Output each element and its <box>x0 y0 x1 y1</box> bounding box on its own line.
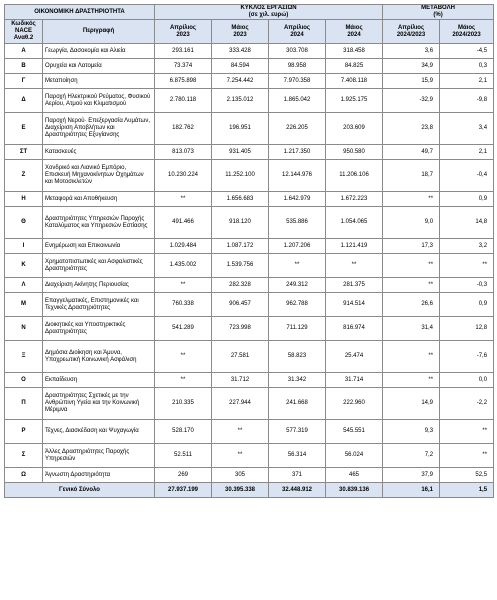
turnover-cell: 31.712 <box>212 373 269 388</box>
turnover-cell: 528.170 <box>155 420 212 444</box>
turnover-cell: 371 <box>269 468 326 483</box>
change-years: 2024/2023 <box>452 31 481 38</box>
turnover-cell: 541.289 <box>155 317 212 341</box>
period-label: Μάιος <box>345 24 363 31</box>
turnover-cell: 11.206.106 <box>326 160 383 192</box>
nace-code-cell: Α <box>5 44 43 59</box>
turnover-cell: 962.788 <box>269 293 326 317</box>
turnover-cell: 227.944 <box>212 388 269 420</box>
total-change-cell: 16,1 <box>383 483 440 498</box>
header-period-apr-2023 <box>155 20 212 44</box>
table-row <box>5 160 494 192</box>
header-period-may-2024 <box>326 20 383 44</box>
period-label: Απρίλιος <box>169 24 197 31</box>
change-cell: -2,2 <box>440 388 494 420</box>
nace-code-cell: Ε <box>5 113 43 145</box>
description-cell: Χρηματοπιστωτικές και Ασφαλιστικές Δραστηριότητες <box>43 254 155 278</box>
total-turnover-cell: 30.395.338 <box>212 483 269 498</box>
turnover-cell: 1.672.223 <box>326 192 383 207</box>
table-row <box>5 239 494 254</box>
turnover-cell: 27.581 <box>212 341 269 373</box>
change-label: Απρίλιος <box>397 24 425 31</box>
turnover-cell: 31.714 <box>326 373 383 388</box>
nace-code-cell: Ν <box>5 317 43 341</box>
turnover-cell: 914.514 <box>326 293 383 317</box>
description-cell: Δραστηριότητες Υπηρεσιών Παροχής Καταλύματος και Υπηρεσιών Εστίασης <box>43 207 155 239</box>
header-change <box>383 5 494 20</box>
turnover-cell: ** <box>212 444 269 468</box>
total-row <box>5 483 494 498</box>
turnover-cell: 25.474 <box>326 341 383 373</box>
change-years: 2024/2023 <box>396 31 426 38</box>
change-cell: 0,0 <box>440 373 494 388</box>
total-change-cell: 1,5 <box>440 483 494 498</box>
nace-code-cell: ΣΤ <box>5 145 43 160</box>
nace-code-cell: Β <box>5 59 43 74</box>
header-code-line2: NACE <box>14 28 32 34</box>
turnover-cell: ** <box>155 341 212 373</box>
nace-code-cell: Θ <box>5 207 43 239</box>
change-cell: 31,4 <box>383 317 440 341</box>
turnover-cell: 2.135.012 <box>212 89 269 113</box>
turnover-cell: ** <box>326 254 383 278</box>
change-cell: 23,8 <box>383 113 440 145</box>
change-cell: ** <box>383 341 440 373</box>
turnover-cell: 1.539.756 <box>212 254 269 278</box>
change-cell: ** <box>440 420 494 444</box>
turnover-cell: 10.230.224 <box>155 160 212 192</box>
turnover-cell: 1.642.979 <box>269 192 326 207</box>
header-turnover-title: ΚΥΚΛΟΣ ΕΡΓΑΣΙΩΝ <box>240 5 297 11</box>
change-cell: -9,8 <box>440 89 494 113</box>
turnover-cell: 950.580 <box>326 145 383 160</box>
change-cell: -0,3 <box>440 278 494 293</box>
change-cell: 49,7 <box>383 145 440 160</box>
turnover-cell: 318.458 <box>326 44 383 59</box>
turnover-cell: 1.925.175 <box>326 89 383 113</box>
turnover-cell: 535.886 <box>269 207 326 239</box>
table-row <box>5 44 494 59</box>
change-cell: 3,4 <box>440 113 494 145</box>
turnover-cell: 931.405 <box>212 145 269 160</box>
header-row-1 <box>5 5 494 20</box>
description-cell: Διοικητικές και Υποστηρικτικές Δραστηριότητες <box>43 317 155 341</box>
header-change-may <box>440 20 494 44</box>
header-code-line1: Κωδικός <box>11 21 36 27</box>
table-row <box>5 113 494 145</box>
turnover-cell: 1.087.172 <box>212 239 269 254</box>
change-cell: ** <box>383 278 440 293</box>
nace-code-cell: Ζ <box>5 160 43 192</box>
description-cell: Παροχή Ηλεκτρικού Ρεύματος, Φυσικού Αερίου, Ατμού και Κλιματισμού <box>43 89 155 113</box>
turnover-cell: 73.374 <box>155 59 212 74</box>
description-cell: Άλλες Δραστηριότητες Παροχής Υπηρεσιών <box>43 444 155 468</box>
change-cell: ** <box>440 254 494 278</box>
turnover-cell: 1.207.206 <box>269 239 326 254</box>
change-cell: 2,1 <box>440 74 494 89</box>
change-cell: 3,2 <box>440 239 494 254</box>
change-cell: ** <box>440 444 494 468</box>
description-cell: Ορυχεία και Λατομεία <box>43 59 155 74</box>
change-cell: 34,9 <box>383 59 440 74</box>
description-cell: Χονδρικό και Λιανικό Εμπόριο, Επισκευή Μηχανοκίνητων Οχημάτων και Μοτοσικλετών <box>43 160 155 192</box>
change-cell: 52,5 <box>440 468 494 483</box>
turnover-cell: 84.825 <box>326 59 383 74</box>
table-row <box>5 468 494 483</box>
turnover-cell: 545.551 <box>326 420 383 444</box>
table-row <box>5 192 494 207</box>
turnover-cell: 1.656.683 <box>212 192 269 207</box>
change-cell: ** <box>383 192 440 207</box>
turnover-cell: 269 <box>155 468 212 483</box>
change-cell: 15,9 <box>383 74 440 89</box>
turnover-cell: 711.129 <box>269 317 326 341</box>
turnover-cell: 222.960 <box>326 388 383 420</box>
header-change-title: ΜΕΤΑΒΟΛΗ <box>421 5 455 11</box>
turnover-cell: 281.375 <box>326 278 383 293</box>
turnover-cell: 31.342 <box>269 373 326 388</box>
change-cell: 0,9 <box>440 192 494 207</box>
period-year: 2023 <box>176 31 190 38</box>
nace-code-cell: Δ <box>5 89 43 113</box>
description-cell: Άγνωστη Δραστηριότητα <box>43 468 155 483</box>
turnover-cell: 52.511 <box>155 444 212 468</box>
nace-code-cell: Γ <box>5 74 43 89</box>
description-cell: Μεταποίηση <box>43 74 155 89</box>
nace-code-cell: Μ <box>5 293 43 317</box>
nace-code-cell: Ρ <box>5 420 43 444</box>
turnover-table-container <box>4 4 493 498</box>
header-description: Περιγραφή <box>43 20 155 44</box>
turnover-cell: 210.335 <box>155 388 212 420</box>
turnover-cell: 2.780.118 <box>155 89 212 113</box>
turnover-cell: 816.974 <box>326 317 383 341</box>
turnover-cell: 56.314 <box>269 444 326 468</box>
turnover-cell: 11.252.100 <box>212 160 269 192</box>
turnover-cell: ** <box>269 254 326 278</box>
description-cell: Κατασκευές <box>43 145 155 160</box>
period-label: Απρίλιος <box>283 24 311 31</box>
table-row <box>5 207 494 239</box>
change-cell: 7,2 <box>383 444 440 468</box>
nace-code-cell: Ο <box>5 373 43 388</box>
turnover-cell: 465 <box>326 468 383 483</box>
turnover-cell: 1.121.419 <box>326 239 383 254</box>
table-row <box>5 373 494 388</box>
turnover-cell: 1.217.350 <box>269 145 326 160</box>
turnover-cell: 12.144.976 <box>269 160 326 192</box>
period-year: 2024 <box>347 31 361 38</box>
change-label: Μάιος <box>457 24 476 31</box>
turnover-cell: 813.073 <box>155 145 212 160</box>
description-cell: Παροχή Νερού· Επεξεργασία Λυμάτων, Διαχείριση Αποβλήτων και Δραστηριότητες Εξυγίανσης <box>43 113 155 145</box>
turnover-cell: 1.029.484 <box>155 239 212 254</box>
header-turnover <box>155 5 383 20</box>
turnover-cell: 1.435.002 <box>155 254 212 278</box>
turnover-cell: 226.205 <box>269 113 326 145</box>
nace-code-cell: Κ <box>5 254 43 278</box>
turnover-cell: 723.998 <box>212 317 269 341</box>
header-turnover-unit: (σε χιλ. ευρώ) <box>248 12 289 18</box>
change-cell: -0,4 <box>440 160 494 192</box>
change-cell: 3,6 <box>383 44 440 59</box>
table-row <box>5 254 494 278</box>
change-cell: 12,8 <box>440 317 494 341</box>
change-cell: 9,0 <box>383 207 440 239</box>
turnover-table <box>4 4 494 498</box>
header-code-line3: Αναθ.2 <box>13 35 34 41</box>
header-change-apr <box>383 20 440 44</box>
turnover-cell: 760.338 <box>155 293 212 317</box>
turnover-cell: 577.319 <box>269 420 326 444</box>
table-row <box>5 59 494 74</box>
turnover-cell: 906.457 <box>212 293 269 317</box>
turnover-cell: ** <box>155 278 212 293</box>
change-cell: 17,3 <box>383 239 440 254</box>
change-cell: -32,9 <box>383 89 440 113</box>
table-row <box>5 388 494 420</box>
turnover-cell: 305 <box>212 468 269 483</box>
change-cell: 18,7 <box>383 160 440 192</box>
table-row <box>5 420 494 444</box>
total-turnover-cell: 30.839.136 <box>326 483 383 498</box>
total-label: Γενικό Σύνολο <box>5 483 155 498</box>
description-cell: Δραστηριότητες Σχετικές με την Ανθρώπινη Υγεία και την Κοινωνική Μέριμνα <box>43 388 155 420</box>
change-cell: 9,3 <box>383 420 440 444</box>
change-cell: 37,9 <box>383 468 440 483</box>
turnover-cell: 918.120 <box>212 207 269 239</box>
turnover-cell: 7.408.118 <box>326 74 383 89</box>
table-row <box>5 89 494 113</box>
header-period-may-2023 <box>212 20 269 44</box>
change-cell: ** <box>383 254 440 278</box>
table-row <box>5 145 494 160</box>
description-cell: Τέχνες, Διασκέδαση και Ψυχαγωγία <box>43 420 155 444</box>
turnover-cell: ** <box>155 192 212 207</box>
change-cell: 14,8 <box>440 207 494 239</box>
header-activity: ΟΙΚΟΝΟΜΙΚΗ ΔΡΑΣΤΗΡΙΟΤΗΤΑ <box>5 5 155 20</box>
turnover-cell: 333.428 <box>212 44 269 59</box>
table-row <box>5 444 494 468</box>
turnover-cell: 182.762 <box>155 113 212 145</box>
description-cell: Διαχείριση Ακίνητης Περιουσίας <box>43 278 155 293</box>
turnover-cell: 7.970.358 <box>269 74 326 89</box>
turnover-cell: 1.865.042 <box>269 89 326 113</box>
description-cell: Ενημέρωση και Επικοινωνία <box>43 239 155 254</box>
description-cell: Γεωργία, Δασοκομία και Αλιεία <box>43 44 155 59</box>
nace-code-cell: Π <box>5 388 43 420</box>
table-body <box>5 44 494 498</box>
turnover-cell: 6.875.898 <box>155 74 212 89</box>
turnover-cell: 196.951 <box>212 113 269 145</box>
nace-code-cell: Ξ <box>5 341 43 373</box>
total-turnover-cell: 32.448.912 <box>269 483 326 498</box>
turnover-cell: 84.594 <box>212 59 269 74</box>
description-cell: Δημόσια Διοίκηση και Άμυνα, Υποχρεωτική Κοινωνική Ασφάλιση <box>43 341 155 373</box>
period-label: Μάιος <box>231 24 249 31</box>
change-cell: 2,1 <box>440 145 494 160</box>
description-cell: Επαγγελματικές, Επιστημονικές και Τεχνικές Δραστηριότητες <box>43 293 155 317</box>
description-cell: Μεταφορά και Αποθήκευση <box>43 192 155 207</box>
turnover-cell: ** <box>212 420 269 444</box>
table-row <box>5 317 494 341</box>
table-row <box>5 74 494 89</box>
change-cell: ** <box>383 373 440 388</box>
turnover-cell: 293.161 <box>155 44 212 59</box>
turnover-cell: 282.328 <box>212 278 269 293</box>
nace-code-cell: Η <box>5 192 43 207</box>
turnover-cell: 7.254.442 <box>212 74 269 89</box>
change-cell: 14,9 <box>383 388 440 420</box>
change-cell: 0,9 <box>440 293 494 317</box>
turnover-cell: ** <box>155 373 212 388</box>
turnover-cell: 56.024 <box>326 444 383 468</box>
turnover-cell: 241.668 <box>269 388 326 420</box>
change-cell: -7,6 <box>440 341 494 373</box>
description-cell: Εκπαίδευση <box>43 373 155 388</box>
turnover-cell: 303.708 <box>269 44 326 59</box>
nace-code-cell: Ι <box>5 239 43 254</box>
header-period-apr-2024 <box>269 20 326 44</box>
change-cell: 26,6 <box>383 293 440 317</box>
turnover-cell: 203.609 <box>326 113 383 145</box>
change-cell: -4,5 <box>440 44 494 59</box>
table-row <box>5 341 494 373</box>
period-year: 2024 <box>290 31 304 38</box>
header-code <box>5 20 43 44</box>
total-turnover-cell: 27.937.199 <box>155 483 212 498</box>
turnover-cell: 491.466 <box>155 207 212 239</box>
turnover-cell: 58.823 <box>269 341 326 373</box>
table-row <box>5 293 494 317</box>
period-year: 2023 <box>233 31 247 38</box>
header-row-2 <box>5 20 494 44</box>
nace-code-cell: Σ <box>5 444 43 468</box>
nace-code-cell: Ω <box>5 468 43 483</box>
change-cell: 0,3 <box>440 59 494 74</box>
turnover-cell: 98.958 <box>269 59 326 74</box>
table-row <box>5 278 494 293</box>
turnover-cell: 249.312 <box>269 278 326 293</box>
header-change-unit: (%) <box>433 12 443 18</box>
nace-code-cell: Λ <box>5 278 43 293</box>
turnover-cell: 1.054.065 <box>326 207 383 239</box>
